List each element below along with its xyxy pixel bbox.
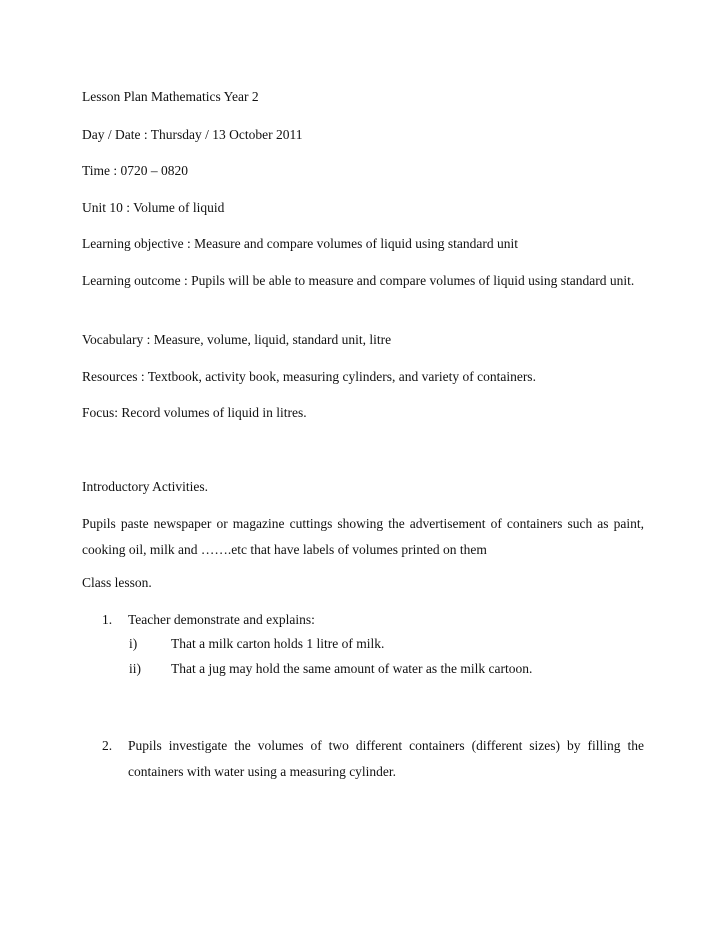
introductory-activities-heading: Introductory Activities.	[82, 479, 208, 494]
sub-list-item-number: i)	[129, 636, 138, 651]
list-item-number: 2.	[102, 738, 113, 753]
learning-outcome-paragraph: Learning outcome : Pupils will be able to measure and compare volumes of liquid using standard unit.	[82, 273, 635, 288]
sub-list-item-number: ii)	[129, 661, 141, 676]
introductory-activities-paragraph: Pupils paste newspaper or magazine cuttings showing the advertisement of containers such as paint, cooking oil, milk and …….etc that have labels of volumes printed on them	[82, 516, 644, 557]
class-lesson-heading: Class lesson.	[82, 575, 152, 590]
day-date-line: Day / Date : Thursday / 13 October 2011	[82, 127, 303, 142]
time-line: Time : 0720 – 0820	[82, 163, 189, 178]
learning-objective-line: Learning objective : Measure and compare volumes of liquid using standard unit	[82, 236, 519, 251]
resources-line: Resources : Textbook, activity book, measuring cylinders, and variety of containers.	[82, 369, 536, 384]
lesson-title: Lesson Plan Mathematics Year 2	[82, 89, 259, 104]
sub-list-item-text: That a jug may hold the same amount of water as the milk cartoon.	[171, 661, 533, 676]
list-item-number: 1.	[102, 612, 113, 627]
list-item-text: Pupils investigate the volumes of two different containers (different sizes) by filling the containers with water using a measuring cylinder.	[128, 738, 644, 779]
focus-line: Focus: Record volumes of liquid in litres.	[82, 405, 307, 420]
vocabulary-line: Vocabulary : Measure, volume, liquid, standard unit, litre	[82, 332, 392, 347]
sub-list-item-text: That a milk carton holds 1 litre of milk.	[171, 636, 385, 651]
unit-line: Unit 10 : Volume of liquid	[82, 200, 225, 215]
list-item-text: Teacher demonstrate and explains:	[128, 612, 315, 627]
